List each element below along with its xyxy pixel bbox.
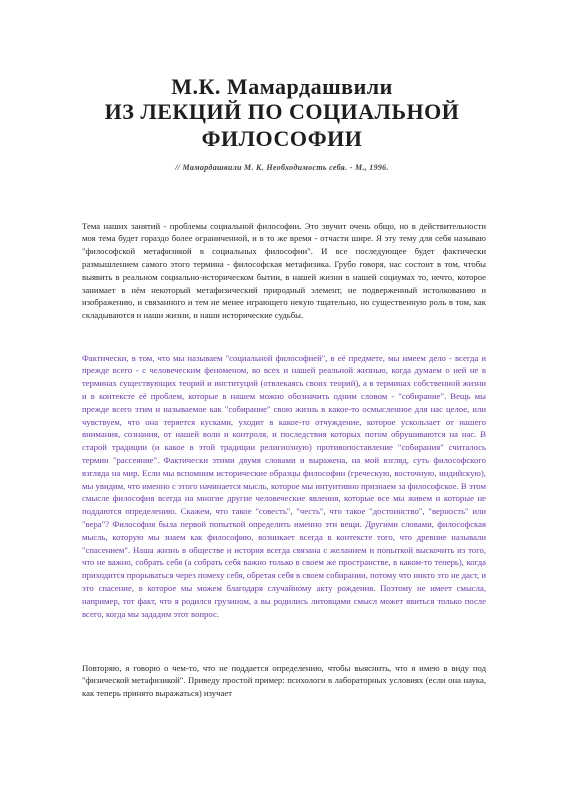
- document-title: [0, 98, 564, 152]
- author-name: М.К. Мамардашвили: [171, 74, 393, 99]
- source-citation: // Мамардашвили М. К. Необходимость себя. - М., 1996.: [175, 163, 389, 172]
- paragraph-3: Повторяю, я говорю о чем-то, что не поддается определению, чтобы выяснить, что я имею в виду под "физической метафизикой". Приведу простой пример: психологи в лабораторных условиях (если она наука, как теперь принято выражаться) изучает: [82, 662, 486, 699]
- title-line-2: ФИЛОСОФИИ: [201, 126, 363, 151]
- paragraph-1: Тема наших занятий - проблемы социальной философии. Это звучит очень общо, но в действительности моя тема будет гораздо более ограниченной, и в то же время - отчасти шире. Я эту тему для себя называю "философской метафизикой в социальных философии". И все последующее будет фактически размышлением самого этого термина - философская метафизика. Грубо говоря, нас состоит в том, чтобы выявить в реальном социально-историческом бытии, в нашей жизни в нашей социумах то, нечто, которое занимает в нём некоторый метафизический природный элемент, не подверженный истолкованию и изображению, и связанного и тем не менее играющего некую тщательно, но существенную роль в том, как складываются и наши жизни, и наши исторические судьбы.: [82, 220, 486, 321]
- title-line-1: ИЗ ЛЕКЦИЙ ПО СОЦИАЛЬНОЙ: [104, 99, 460, 124]
- paragraph-2: Фактически, в том, что мы называем "социальной философией", в её предмете, мы имеем дело - всегда и прежде всего - с человеческим феноменом, во всех и нашей реальной жизнью, когда думаем о ней не в терминах существующих теорий и институций (отвлекаясь своих теорий), а в терминах собственной жизни и в контексте её проблем, которые в нашем можно обозначить одним словом - "собирание". Вещь мы прежде всего этим и называемое как "собирание" свою жизнь в какое-то осмысленное для нас целое, или чувствуем, что она теряется кусками, уходит в какое-то отчуждение, которое ускользает от нашего внимания, сознания, от нашей воли и контроля, и последствия которых потом обрушиваются на нас. В старой традиции (и какое в этой традиции религиозную) противопоставление "собирания" считалось термин "рассеяние". Фактически этими двумя словами и выражена, на мой взгляд, суть философского взгляда на мир. Если мы вспомним исторические образцы философии (греческую, восточную, индийскую), мы увидим, что именно с этого начинается мысль, которое мы интуитивно признаем за философское. В этом смысле философия всегда на многие другие человеческие явления, которые все мы живем и которые не поддаются определению. Скажем, что такое "совесть", "честь", что такое "достоинство", "верность" или "вера"? Философия была первой попыткой определить именно эти вещи. Другими словами, философская мысль, которую мы знаем как философию, возникает всегда в контексте того, что древние называли "спасением". Наша жизнь в обществе и история всегда связана с желанием и попыткой выскочить из того, что не важно, собрать себя (а собрать себя важно только в своем же пространстве, в каком-то теперь), когда приходится прорываться через помеху себя, обретая себя в своем собирании, потому что никто это не даст, и это спасение, в которое мы можем благодаря случайному акту рождения. Поэтому не имеет смысла, например, тот факт, что я родился грузином, а вы родились литовцами смысл может явиться только после всего, когда мы зададим этот вопрос.: [82, 352, 486, 619]
